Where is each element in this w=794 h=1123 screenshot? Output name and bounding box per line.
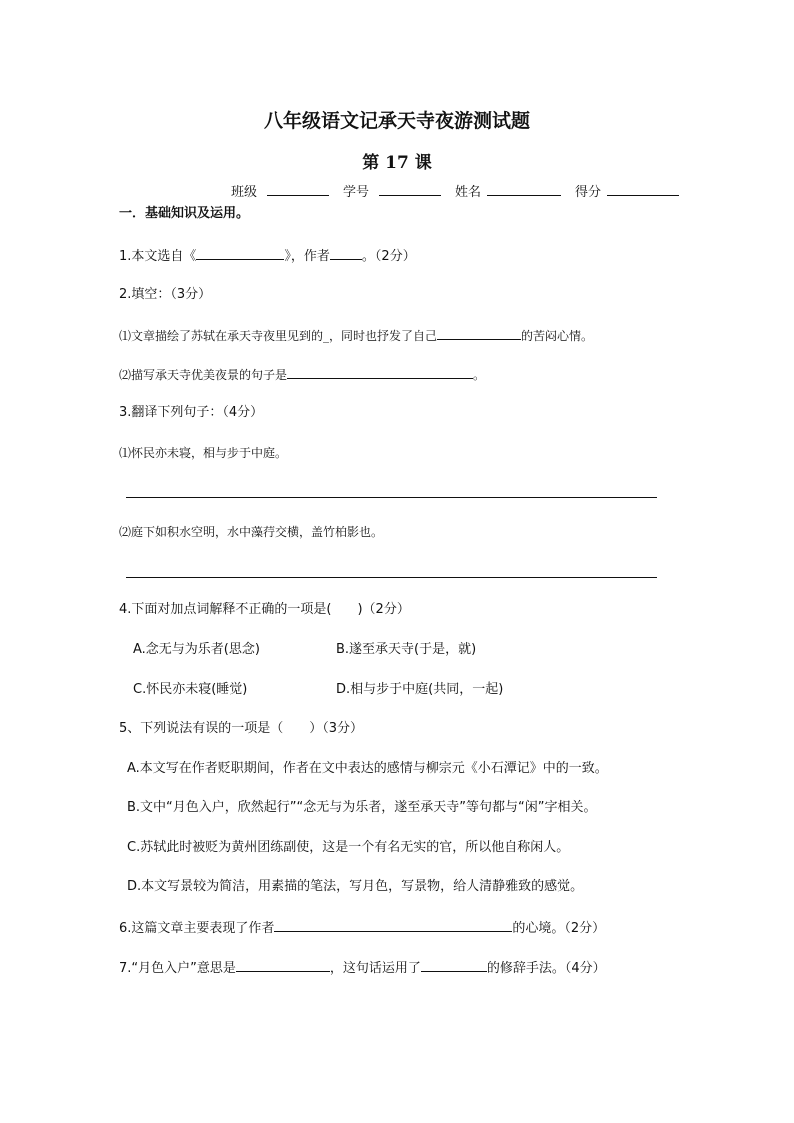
- question-5-stem: 5、下列说法有误的一项是（ ）（3分）: [119, 721, 364, 736]
- score-blank[interactable]: [607, 182, 679, 196]
- q5-option-d[interactable]: D.本文写景较为简洁，用素描的笔法，写月色，写景物，给人清静雅致的感觉。: [127, 879, 584, 894]
- q1-text-a: 1.本文选自《: [119, 249, 197, 264]
- q2-p1-blank[interactable]: [437, 326, 521, 340]
- q2-p2-text-b: 。: [473, 368, 486, 382]
- question-3-stem: 3.翻译下列句子：（4分）: [119, 405, 264, 420]
- class-blank[interactable]: [267, 182, 329, 196]
- student-id-label: 学号: [343, 185, 370, 200]
- question-7: [119, 958, 606, 978]
- answer-line-1[interactable]: [126, 497, 657, 498]
- lesson-number: 第 17 课: [362, 153, 432, 173]
- q7-blank-rhetoric[interactable]: [421, 958, 487, 972]
- q5-option-c[interactable]: C.苏轼此时被贬为黄州团练副使，这是一个有名无实的官，所以他自称闲人。: [127, 840, 570, 855]
- q6-text-a: 6.这篇文章主要表现了作者: [119, 921, 275, 936]
- q7-text-a: 7.“月色入户”意思是: [119, 961, 236, 976]
- question-2-part-1: [119, 326, 593, 345]
- question-4-stem: 4.下面对加点词解释不正确的一项是( )（2分）: [119, 602, 410, 617]
- q4-option-b[interactable]: B.遂至承天寺(于是，就): [336, 642, 477, 657]
- student-id-field[interactable]: [343, 182, 441, 202]
- name-blank[interactable]: [487, 182, 561, 196]
- q2-p1-text-a: ⑴文章描绘了苏轼在承天寺夜里见到的_，同时也抒发了自己: [119, 329, 438, 343]
- score-label: 得分: [575, 185, 602, 200]
- name-field[interactable]: [455, 182, 561, 202]
- q6-text-b: 的心境。（2分）: [512, 921, 606, 936]
- question-3-sentence-2: ⑵庭下如积水空明，水中藻荇交横，盖竹柏影也。: [119, 525, 384, 539]
- q4-option-c[interactable]: C.怀民亦未寝(睡觉): [133, 682, 248, 697]
- q7-text-c: 的修辞手法。（4分）: [486, 961, 606, 976]
- score-field[interactable]: [575, 182, 679, 202]
- q6-blank[interactable]: [274, 918, 512, 932]
- q1-text-c: 。（2分）: [361, 249, 416, 264]
- q5-option-a[interactable]: A.本文写在作者贬职期间，作者在文中表达的感情与柳宗元《小石潭记》中的一致。: [127, 761, 608, 776]
- q4-option-d[interactable]: D.相与步于中庭(共同，一起): [336, 682, 504, 697]
- question-6: [119, 918, 605, 938]
- q2-p1-text-b: 的苦闷心情。: [521, 329, 594, 343]
- student-id-blank[interactable]: [379, 182, 441, 196]
- class-field[interactable]: [231, 182, 329, 202]
- question-2-part-2: [119, 365, 485, 384]
- question-3-sentence-1: ⑴怀民亦未寝，相与步于中庭。: [119, 446, 288, 460]
- section-heading: 一．基础知识及运用。: [119, 206, 250, 221]
- q1-blank-author[interactable]: [330, 246, 362, 260]
- q7-text-b: ，这句话运用了: [329, 961, 421, 976]
- class-label: 班级: [231, 185, 258, 200]
- name-label: 姓名: [455, 185, 482, 200]
- q1-blank-source[interactable]: [196, 246, 284, 260]
- q2-p2-text-a: ⑵描写承天寺优美夜景的句子是: [119, 368, 288, 382]
- q2-p2-blank[interactable]: [287, 365, 473, 379]
- q4-option-a[interactable]: A.念无与为乐者(思念): [133, 642, 260, 657]
- question-1: [119, 246, 416, 266]
- q1-text-b: 》，作者: [284, 249, 330, 264]
- answer-line-2[interactable]: [126, 577, 657, 578]
- q7-blank-meaning[interactable]: [236, 958, 330, 972]
- question-2-stem: 2.填空：（3分）: [119, 287, 212, 302]
- page-title: 八年级语文记承天寺夜游测试题: [263, 110, 530, 132]
- q5-option-b[interactable]: B.文中“月色入户，欣然起行”“念无与为乐者，遂至承天寺”等句都与“闲”字相关。: [127, 800, 597, 815]
